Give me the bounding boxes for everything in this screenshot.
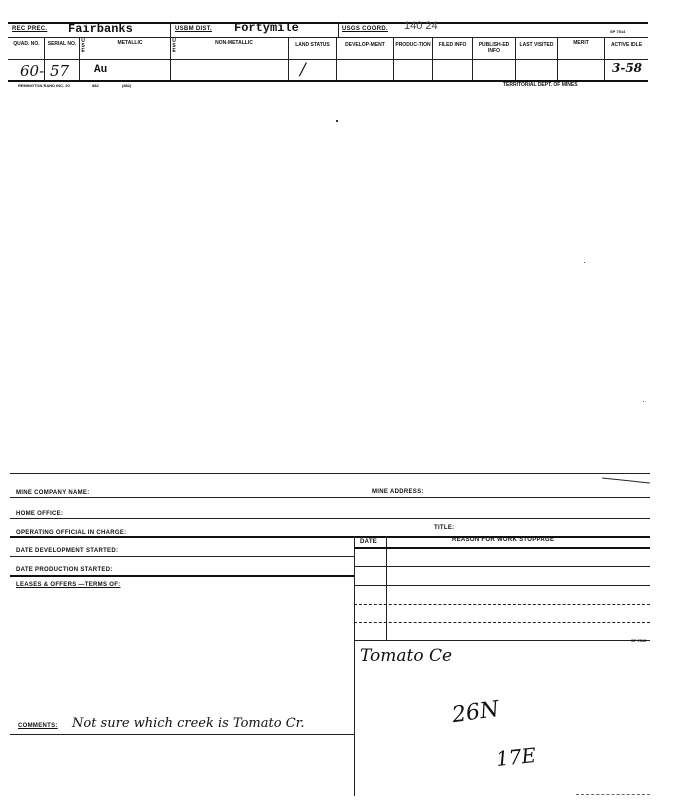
speck xyxy=(584,262,585,263)
operating-official-label: OPERATING OFFICIAL IN CHARGE: xyxy=(16,530,127,536)
speck xyxy=(336,120,338,122)
table-row xyxy=(354,566,650,567)
record-serial-no: 57 xyxy=(50,62,70,80)
col-development: DEVELOP-MENT xyxy=(345,42,385,48)
date-development-started-label: DATE DEVELOPMENT STARTED: xyxy=(16,548,119,554)
col-merit: MERIT xyxy=(573,40,589,46)
stray-dashes xyxy=(576,794,650,795)
home-office-label: HOME OFFICE: xyxy=(16,511,64,517)
table-header-line xyxy=(354,547,650,549)
table-row xyxy=(354,604,650,605)
form-number-lower: SP 7515 xyxy=(631,638,647,643)
record-metallic: Au xyxy=(94,64,108,76)
header-row-divider xyxy=(8,37,648,38)
printer-code-2: (882) xyxy=(122,83,132,88)
col-filed-info: FILED INFO xyxy=(438,42,467,48)
col-quad-no: QUAD. NO. xyxy=(13,41,40,47)
usbm-dist-label: USBM DIST. xyxy=(175,26,213,32)
leases-offers-label: LEASES & OFFERS —TERMS OF: xyxy=(16,582,121,588)
title-label: TITLE: xyxy=(434,525,455,531)
department-label: TERRITORIAL DEPT. OF MINES xyxy=(503,82,578,88)
col-last-visited: LAST VISITED xyxy=(519,42,554,48)
usbm-dist-value: Fortymile xyxy=(234,21,299,35)
date-header: DATE xyxy=(360,539,378,545)
col-published-info: PUBLISH-ED INFO xyxy=(478,42,510,54)
comments-label: COMMENTS: xyxy=(18,723,58,729)
mine-address-label: MINE ADDRESS: xyxy=(372,489,424,495)
stray-stroke xyxy=(602,477,650,483)
printer-code: 882 xyxy=(92,83,99,88)
col-active-idle: ACTIVE IDLE xyxy=(610,42,643,48)
rec-prec-label: REC PREC. xyxy=(12,26,48,32)
mine-company-name-label: MINE COMPANY NAME: xyxy=(16,490,90,496)
usgs-coord-label: USGS COORD. xyxy=(342,26,388,32)
col-metallic-use: U S E xyxy=(81,38,85,54)
line-dev-started xyxy=(10,556,354,557)
record-quad-no: 60- xyxy=(20,62,45,80)
handwritten-range: 17E xyxy=(494,742,538,772)
printer-line: REMINGTON RAND INC. 20 xyxy=(18,83,70,88)
col-non-metallic-use: U S E xyxy=(172,38,176,54)
record-active-idle: 3-58 xyxy=(612,61,643,75)
lower-top-line xyxy=(10,473,650,474)
line-prod-started xyxy=(10,575,354,577)
col-metallic: METALLIC xyxy=(117,40,143,46)
table-row xyxy=(354,622,650,623)
table-date-line xyxy=(386,536,387,640)
col-non-metallic: NON-METALLIC xyxy=(215,40,253,46)
rec-prec-value: Fairbanks xyxy=(68,22,133,36)
form-number: SP 7514 xyxy=(610,29,626,34)
handwritten-township: 26N xyxy=(450,696,501,729)
usgs-coord-value: 140 24 xyxy=(404,20,438,32)
header-sep-1 xyxy=(170,22,171,37)
line-comments xyxy=(10,734,354,735)
handwritten-location: Tomato Ce xyxy=(360,646,453,666)
comments-value: Not sure which creek is Tomato Cr. xyxy=(72,716,305,731)
date-production-started-label: DATE PRODUCTION STARTED: xyxy=(16,567,113,573)
table-row xyxy=(354,640,650,641)
reason-header: REASON FOR WORK STOPPAGE xyxy=(452,537,555,543)
table-row xyxy=(354,585,650,586)
col-serial-no: SERIAL NO. xyxy=(47,41,77,47)
line-home-office xyxy=(10,518,650,519)
header-sep-2 xyxy=(338,22,339,37)
col-production: PRODUC-TION xyxy=(395,42,431,48)
table-left-line xyxy=(354,536,355,796)
col-land-status: LAND STATUS xyxy=(295,42,330,48)
line-company xyxy=(10,497,650,498)
record-land-status: / xyxy=(300,60,306,80)
columns-row-divider xyxy=(8,59,648,60)
speck xyxy=(643,401,644,402)
